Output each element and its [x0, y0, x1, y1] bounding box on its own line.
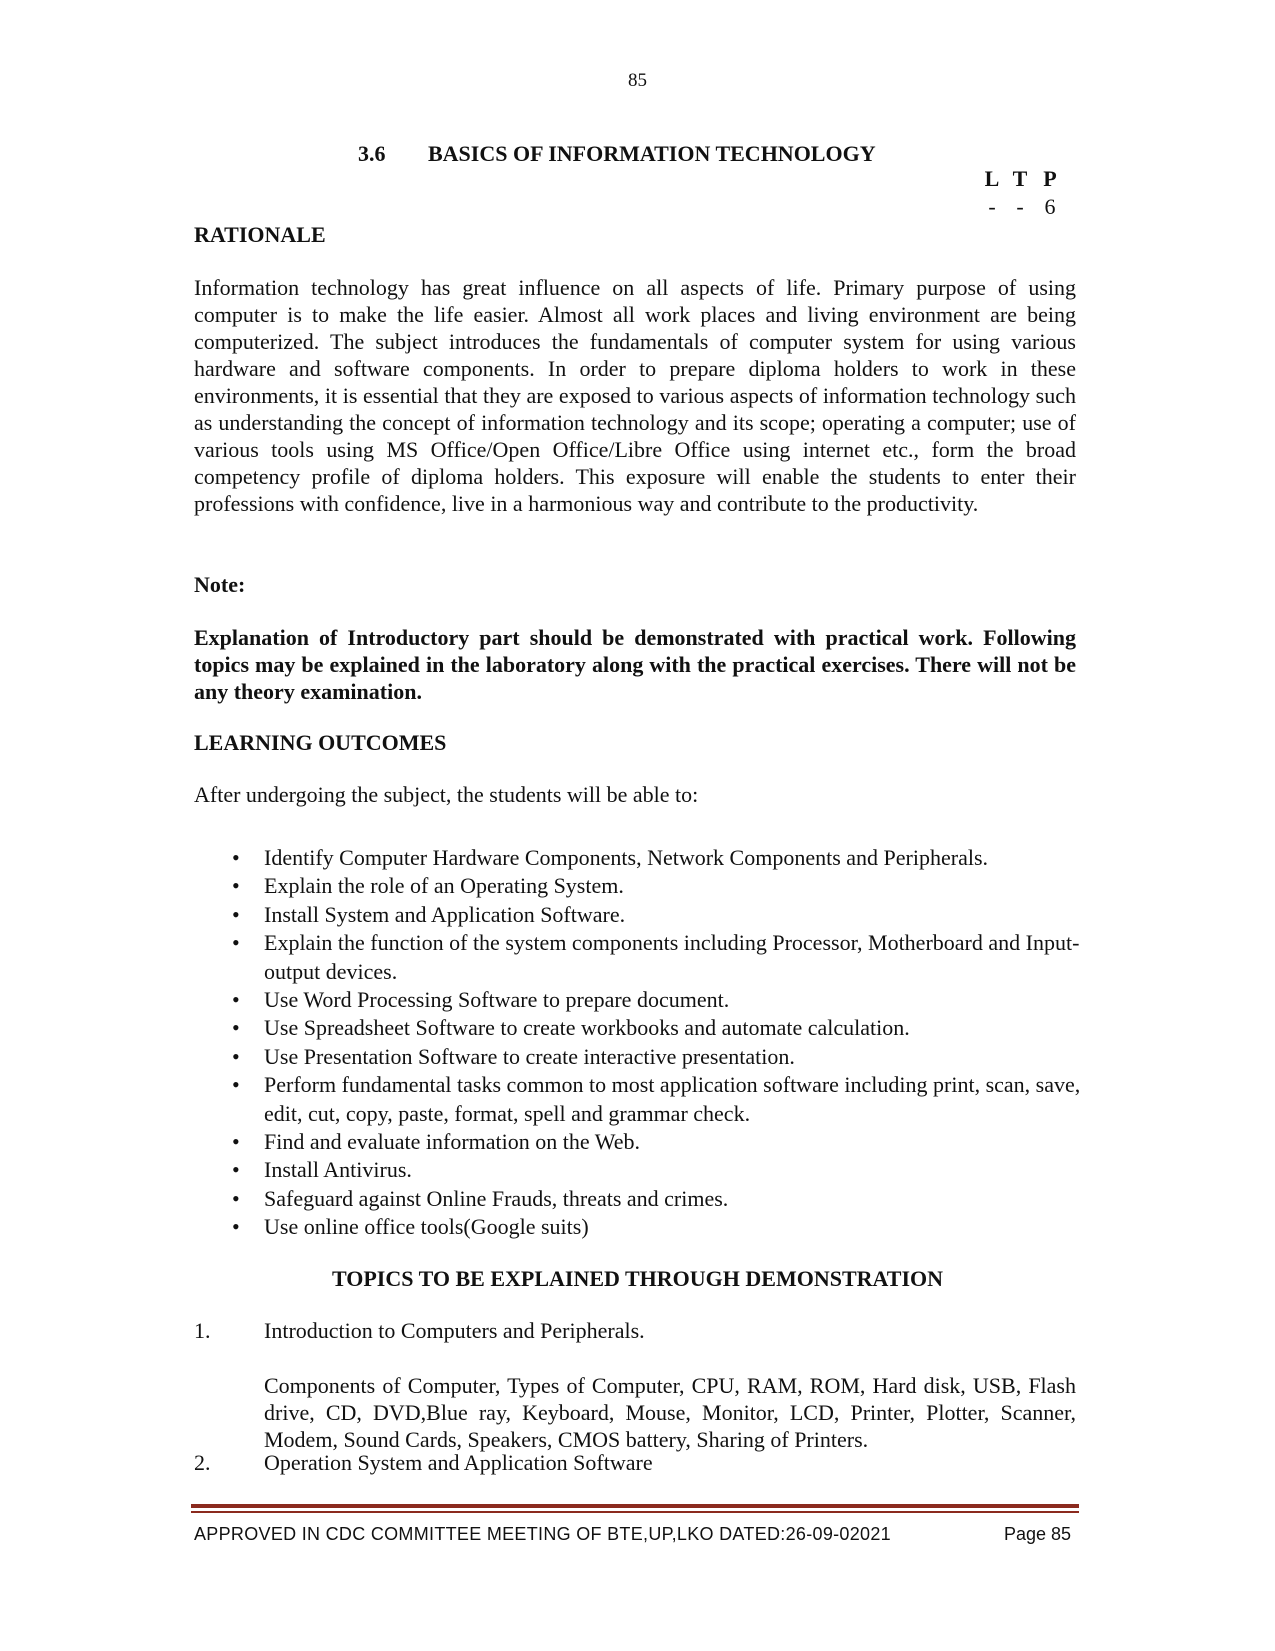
list-item: • Safeguard against Online Frauds, threats and crimes. — [194, 1185, 1094, 1213]
topic-body-1: Components of Computer, Types of Computer, CPU, RAM, ROM, Hard disk, USB, Flash drive, CD, DVD,Blue ray, Keyboard, Mouse, Monitor, LCD, Printer, Plotter, Scanner, Modem, Sound Cards, Speakers, CMOS battery, Sharing of Printers. — [264, 1373, 1076, 1452]
bullet-icon: • — [232, 987, 240, 1013]
bullet-icon: • — [232, 1157, 240, 1183]
ltp-header-p: P — [1043, 166, 1057, 191]
footer-rule — [191, 1504, 1079, 1508]
ltp-value-p: 6 — [1044, 194, 1056, 219]
bullet-icon: • — [232, 1185, 240, 1211]
bullet-icon: • — [232, 1129, 240, 1155]
bullet-icon: • — [232, 1072, 240, 1098]
page-title: BASICS OF INFORMATION TECHNOLOGY — [428, 141, 876, 166]
topic-title-1: Introduction to Computers and Peripherals. — [264, 1318, 645, 1343]
topic-number-2: 2. — [194, 1450, 211, 1475]
bullet-icon: • — [232, 873, 240, 899]
list-item: • Use Presentation Software to create interactive presentation. — [194, 1043, 1094, 1071]
list-item: • Install Antivirus. — [194, 1156, 1094, 1184]
topics-heading: TOPICS TO BE EXPLAINED THROUGH DEMONSTRATION — [331, 1266, 944, 1291]
ltp-value-t: - — [1016, 194, 1024, 219]
bullet-icon: • — [232, 901, 240, 927]
rationale-body: Information technology has great influence on all aspects of life. Primary purpose of using computer is to make the life easier. Almost all work places and living environment are being computerized. The subject introduces the fundamentals of computer system for using various hardware and software components. In order to prepare diploma holders to work in these environments, it is essential that they are exposed to various aspects of information technology such as understanding the concept of information technology and its scope; operating a computer; use of various tools using MS Office/Open Office/Libre Office using internet etc., form the broad competency profile of diploma holders. This exposure will enable the students to enter their professions with confidence, live in a harmonious way and contribute to the productivity. — [194, 275, 1076, 516]
ltp-header-l: L — [984, 166, 1000, 191]
list-item: • Install System and Application Software. — [194, 901, 1094, 929]
ltp-header-t: T — [1012, 166, 1028, 191]
learning-outcomes-heading: LEARNING OUTCOMES — [194, 730, 447, 755]
list-item: • Perform fundamental tasks common to most application software including print, scan, save, edit, cut, copy, paste, format, spell and grammar check. — [232, 1072, 1081, 1126]
list-item: • Explain the function of the system components including Processor, Motherboard and Input-output devices. — [232, 930, 1080, 984]
bullet-icon: • — [232, 1214, 240, 1240]
bullet-icon: • — [232, 930, 240, 956]
footer-page: Page 85 — [1004, 1524, 1072, 1544]
list-item: • Use Word Processing Software to prepare document. — [194, 986, 1094, 1014]
bullet-icon: • — [232, 1043, 240, 1069]
list-item: • Use Spreadsheet Software to create workbooks and automate calculation. — [194, 1014, 1094, 1042]
section-number: 3.6 — [358, 141, 386, 166]
topic-title-2: Operation System and Application Software — [264, 1450, 653, 1475]
bullet-icon: • — [232, 845, 240, 870]
footer-approval: APPROVED IN CDC COMMITTEE MEETING OF BTE,UP,LKO DATED:26-09-02021 — [194, 1524, 891, 1544]
footer-rule-thin — [191, 1511, 1079, 1513]
page-number: 85 — [628, 70, 647, 91]
topic-number-1: 1. — [194, 1318, 211, 1343]
list-item: • Use online office tools(Google suits) — [194, 1213, 1094, 1241]
list-item: • Find and evaluate information on the Web. — [194, 1128, 1094, 1156]
note-body: Explanation of Introductory part should be demonstrated with practical work. Following topics may be explained in the laboratory along with the practical exercises. There will not be any theory examination. — [194, 625, 1076, 704]
ltp-value-l: - — [988, 194, 996, 219]
rationale-heading: RATIONALE — [194, 222, 326, 247]
list-item: • Explain the role of an Operating System. — [194, 872, 1094, 900]
learning-outcomes-list — [194, 844, 1094, 1242]
learning-outcomes-intro: After undergoing the subject, the students will be able to: — [194, 782, 699, 807]
list-item: • Identify Computer Hardware Components, Network Components and Peripherals. — [194, 844, 1094, 872]
bullet-icon: • — [232, 1015, 240, 1041]
note-heading: Note: — [194, 572, 246, 597]
